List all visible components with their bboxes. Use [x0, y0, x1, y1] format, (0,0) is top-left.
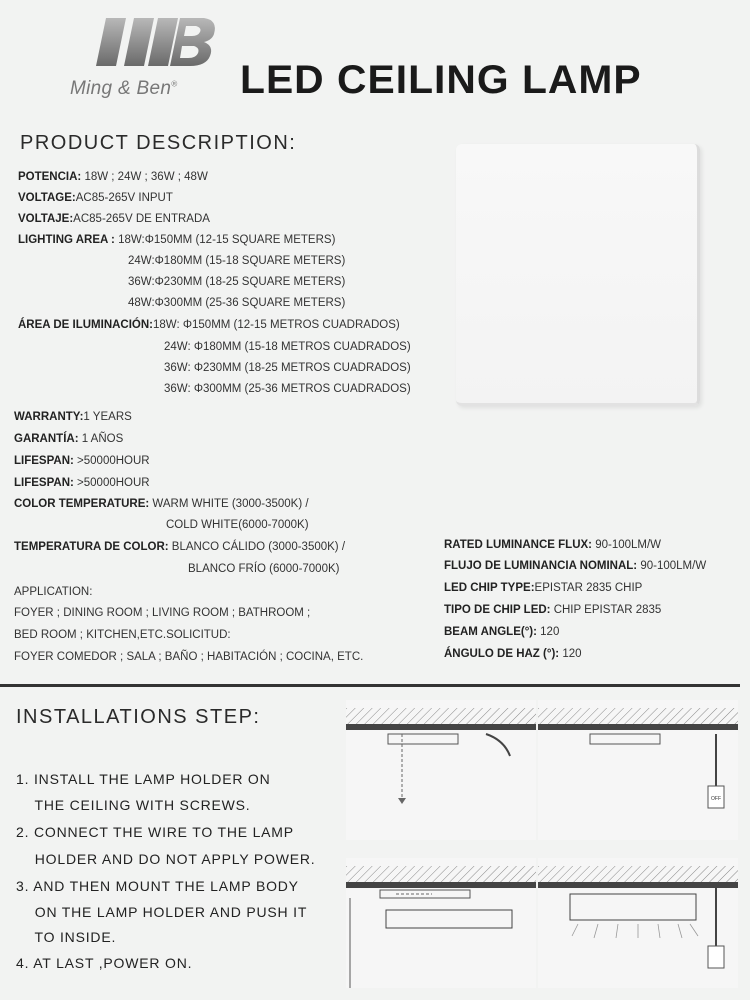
- install-diagram-3: [346, 858, 536, 988]
- potencia-line: POTENCIA: 18W ; 24W ; 36W ; 48W: [18, 171, 208, 183]
- product-description-title: PRODUCT DESCRIPTION:: [20, 132, 297, 154]
- area-iluminacion-item: 36W: Φ230MM (18-25 METROS CUADRADOS): [164, 362, 411, 374]
- tipo-chip-line: TIPO DE CHIP LED: CHIP EPISTAR 2835: [444, 604, 662, 616]
- page-title: LED CEILING LAMP: [240, 58, 642, 102]
- switch-label: OFF: [711, 796, 721, 802]
- voltaje-line: VOLTAJE:AC85-265V DE ENTRADA: [18, 213, 210, 225]
- area-iluminacion-line: ÁREA DE ILUMINACIÓN:18W: Φ150MM (12-15 METROS CUADRADOS): [18, 319, 400, 331]
- step-line: TO INSIDE.: [16, 929, 117, 945]
- application-label: APPLICATION:: [14, 586, 93, 598]
- step-line: 2. CONNECT THE WIRE TO THE LAMP: [16, 824, 294, 840]
- step-line: HOLDER AND DO NOT APPLY POWER.: [16, 851, 316, 867]
- install-diagram-2: [538, 700, 738, 840]
- garantia-line: GARANTÍA: 1 AÑOS: [14, 433, 124, 445]
- lifespan-line-2: LIFESPAN: >50000HOUR: [14, 477, 150, 489]
- step-line: 3. AND THEN MOUNT THE LAMP BODY: [16, 878, 299, 894]
- flujo-line: FLUJO DE LUMINANCIA NOMINAL: 90-100LM/W: [444, 560, 707, 572]
- color-temperature-line-2: COLD WHITE(6000-7000K): [166, 519, 309, 531]
- warranty-line: WARRANTY:1 YEARS: [14, 411, 132, 423]
- step-line: ON THE LAMP HOLDER AND PUSH IT: [16, 904, 308, 920]
- lifespan-line: LIFESPAN: >50000HOUR: [14, 455, 150, 467]
- install-diagram-1: [346, 700, 536, 840]
- temperatura-line: TEMPERATURA DE COLOR: BLANCO CÁLIDO (3000-3500K) /: [14, 541, 346, 553]
- color-temperature-line: COLOR TEMPERATURE: WARM WHITE (3000-3500K) /: [14, 498, 309, 510]
- application-line-3: FOYER COMEDOR ; SALA ; BAÑO ; HABITACIÓN ; COCINA, ETC.: [14, 651, 364, 663]
- step-line: 1. INSTALL THE LAMP HOLDER ON: [16, 771, 271, 787]
- beam-angle-line: BEAM ANGLE(°): 120: [444, 626, 560, 638]
- voltage-line: VOLTAGE:AC85-265V INPUT: [18, 192, 173, 204]
- step-line: THE CEILING WITH SCREWS.: [16, 797, 251, 813]
- ceiling-lamp-image: [456, 144, 700, 406]
- section-divider: [0, 684, 740, 687]
- angulo-line: ÁNGULO DE HAZ (°): 120: [444, 648, 582, 660]
- area-iluminacion-item: 24W: Φ180MM (15-18 METROS CUADRADOS): [164, 341, 411, 353]
- temperatura-line-2: BLANCO FRÍO (6000-7000K): [188, 563, 340, 575]
- area-iluminacion-item: 36W: Φ300MM (25-36 METROS CUADRADOS): [164, 383, 411, 395]
- application-line-2: BED ROOM ; KITCHEN,ETC.SOLICITUD:: [14, 629, 231, 641]
- lighting-area-line: LIGHTING AREA : 18W:Φ150MM (12-15 SQUARE METERS): [18, 234, 336, 246]
- install-diagram-4: [538, 858, 738, 988]
- lighting-area-item: 24W:Φ180MM (15-18 SQUARE METERS): [128, 255, 346, 267]
- step-line: 4. AT LAST ,POWER ON.: [16, 955, 193, 971]
- lighting-area-item: 48W:Φ300MM (25-36 SQUARE METERS): [128, 297, 346, 309]
- brand-logo-icon: [92, 10, 222, 70]
- installation-title: INSTALLATIONS STEP:: [16, 706, 261, 728]
- lighting-area-item: 36W:Φ230MM (18-25 SQUARE METERS): [128, 276, 346, 288]
- chip-type-line: LED CHIP TYPE:EPISTAR 2835 CHIP: [444, 582, 643, 594]
- rated-flux-line: RATED LUMINANCE FLUX: 90-100LM/W: [444, 539, 662, 551]
- application-line-1: FOYER ; DINING ROOM ; LIVING ROOM ; BATHROOM ;: [14, 607, 311, 619]
- brand-name: Ming & Ben®: [70, 78, 178, 99]
